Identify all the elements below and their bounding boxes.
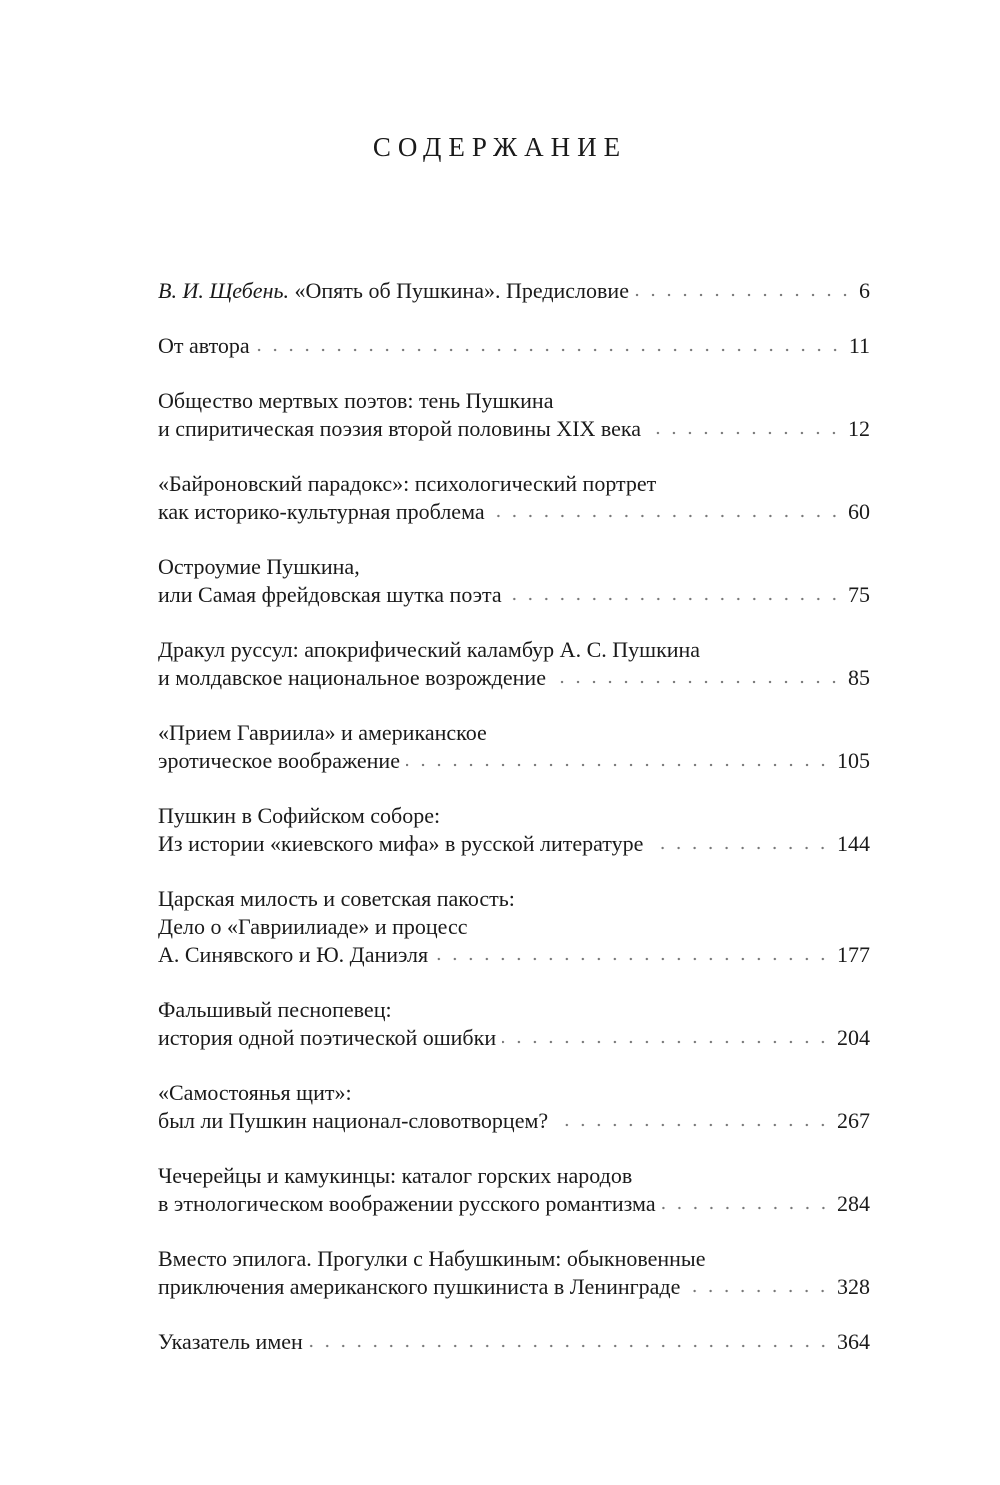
toc-entry[interactable] [158,996,870,1052]
toc-entry-line [158,581,870,609]
toc-entry-text: как историко-культурная проблема [158,499,485,524]
toc-page-number: 177 [837,942,870,967]
toc-entry-text: «Самостоянья щит»: [158,1080,352,1105]
toc-entry-line [158,1328,870,1356]
toc-entry-line [158,941,870,969]
dot-leader [256,347,843,353]
toc-page-number: 364 [837,1329,870,1354]
toc-entry-line [158,664,870,692]
dot-leader [686,1288,831,1294]
toc-page-number: 328 [837,1274,870,1299]
dot-leader [635,292,853,298]
dot-leader [502,1039,831,1045]
dot-leader [491,513,842,519]
toc-page-number: 144 [837,831,870,856]
toc-entry-line [158,747,870,775]
toc-entry-text: «Опять об Пушкина». Предисловие [294,278,629,303]
toc-entry-text: От автора [158,333,250,358]
toc-entry-text: Остроумие Пушкина, [158,554,360,579]
toc-entry-text: и спиритическая поэзия второй половины XIX века [158,416,642,441]
toc-entry-line [158,913,870,941]
toc-entry-line [158,636,870,664]
toc-entry-line [158,1024,870,1052]
dot-leader [647,430,842,436]
toc-entry-text: был ли Пушкин национал-словотворцем? [158,1108,549,1133]
toc-entry-text: или Самая фрейдовская шутка поэта [158,582,502,607]
toc-entry-text: приключения американского пушкиниста в Ленинграде [158,1274,681,1299]
toc-entry-line [158,1162,870,1190]
toc-entry-text: Указатель имен [158,1329,303,1354]
toc-entry-line [158,1245,870,1273]
toc-entry[interactable] [158,636,870,692]
toc-entry-text: эротическое воображение [158,748,400,773]
toc-entry[interactable] [158,1162,870,1218]
toc-entry-text: Дело о «Гавриилиаде» и процесс [158,914,468,939]
toc-entry[interactable] [158,387,870,443]
toc-entry-line [158,830,870,858]
toc-page-number: 284 [837,1191,870,1216]
toc-entry-line [158,885,870,913]
toc-entry[interactable] [158,332,870,360]
toc-entry-line [158,387,870,415]
toc-entry-line [158,1107,870,1135]
toc-entry[interactable] [158,1328,870,1356]
dot-leader [406,762,831,768]
dot-leader [434,956,831,962]
toc-entry-line [158,332,870,360]
toc-entry-text: Царская милость и советская пакость: [158,886,515,911]
toc-entry-text: Дракул руссул: апокрифический каламбур А. С. Пушкина [158,637,701,662]
toc-entry-line [158,553,870,581]
toc-page-number: 85 [848,665,870,690]
toc-entry-text: и молдавское национальное возрождение [158,665,546,690]
toc-entry-text: «Прием Гавриила» и американское [158,720,487,745]
toc-page-number: 6 [859,278,870,303]
table-of-contents [158,277,870,1383]
toc-entry-line [158,415,870,443]
toc-entry-line [158,498,870,526]
toc-entry-text: А. Синявского и Ю. Даниэля [158,942,429,967]
toc-page-number: 12 [848,416,870,441]
dot-leader [552,679,842,685]
toc-entry-text: Чечерейцы и камукинцы: каталог горских народов [158,1163,633,1188]
toc-page-number: 105 [837,748,870,773]
toc-entry-line [158,1190,870,1218]
toc-entry[interactable] [158,277,870,305]
page-title: СОДЕРЖАНИЕ [372,132,628,162]
toc-entry-line [158,1273,870,1301]
toc-entry[interactable] [158,553,870,609]
toc-page-number: 204 [837,1025,870,1050]
dot-leader [309,1343,831,1349]
dot-leader [649,845,831,851]
toc-entry-author: В. И. Щебень. [158,278,290,303]
toc-entry-line [158,1079,870,1107]
toc-page-number: 11 [848,333,870,358]
toc-entry[interactable] [158,885,870,969]
toc-entry-text: Пушкин в Софийском соборе: [158,803,441,828]
toc-page-number: 75 [848,582,870,607]
toc-entry[interactable] [158,470,870,526]
toc-entry-text: история одной поэтической ошибки [158,1025,497,1050]
toc-entry-text: Вместо эпилога. Прогулки с Набушкиным: обыкновенные [158,1246,706,1271]
toc-entry-text: Из истории «киевского мифа» в русской литературе [158,831,644,856]
toc-entry[interactable] [158,719,870,775]
dot-leader [554,1122,831,1128]
dot-leader [662,1205,831,1211]
toc-entry-text: Фальшивый песнопевец: [158,997,392,1022]
toc-entry[interactable] [158,802,870,858]
toc-page-number: 60 [848,499,870,524]
toc-entry-text: «Байроновский парадокс»: психологический портрет [158,471,657,496]
toc-entry[interactable] [158,1079,870,1135]
toc-entry-text: Общество мертвых поэтов: тень Пушкина [158,388,554,413]
dot-leader [508,596,842,602]
toc-entry-line [158,470,870,498]
toc-entry[interactable] [158,1245,870,1301]
toc-entry-line [158,277,870,305]
toc-page-number: 267 [837,1108,870,1133]
toc-entry-line [158,996,870,1024]
toc-entry-line [158,719,870,747]
toc-entry-line [158,802,870,830]
toc-entry-text: в этнологическом воображении русского романтизма [158,1191,656,1216]
